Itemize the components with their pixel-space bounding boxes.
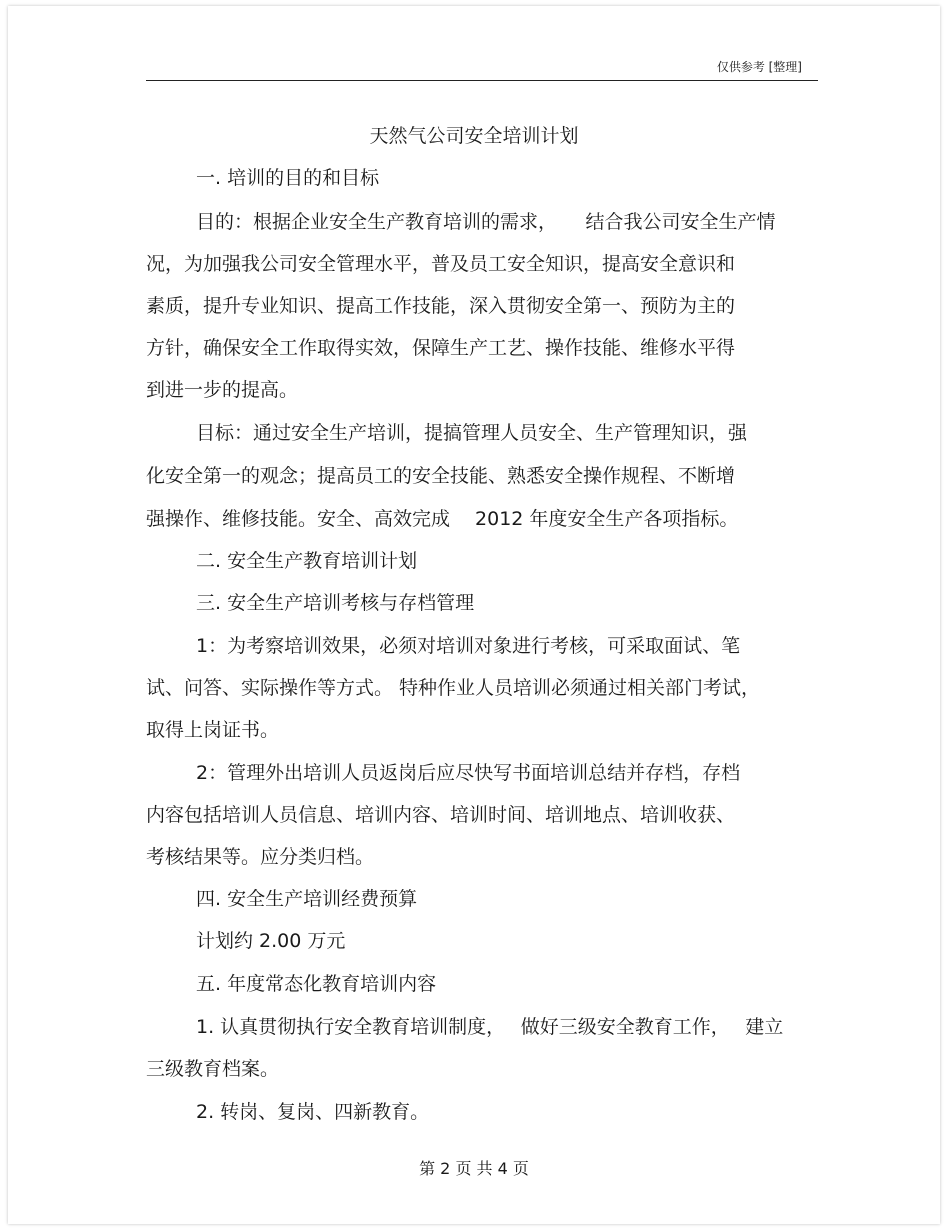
paragraph-line: 强操作、维修技能。安全、高效完成 2012 年度安全生产各项指标。 [146, 508, 739, 530]
paragraph-line: 1. 认真贯彻执行安全教育培训制度， 做好三级安全教育工作， 建立 [196, 1016, 784, 1038]
paragraph-line: 考核结果等。应分类归档。 [146, 846, 375, 868]
paragraph-line: 素质，提升专业知识、提高工作技能，深入贯彻安全第一、预防为主的 [146, 295, 736, 317]
header-note: 仅供参考 [整理] [716, 60, 802, 74]
paragraph-line: 1：为考察培训效果，必须对培训对象进行考核，可采取面试、笔 [196, 635, 741, 657]
paragraph-line: 三级教育档案。 [146, 1058, 280, 1080]
paragraph-line: 2：管理外出培训人员返岗后应尽快写书面培训总结并存档，存档 [196, 762, 741, 784]
header-divider [146, 80, 818, 81]
paragraph-line: 化安全第一的观念；提高员工的安全技能、熟悉安全操作规程、不断增 [146, 465, 736, 487]
paragraph-line: 目的：根据企业安全生产教育培训的需求， 结合我公司安全生产情 [196, 211, 776, 233]
paragraph-line: 试、问答、实际操作等方式。 特种作业人员培训必须通过相关部门考试， [146, 677, 761, 699]
paragraph-line: 方针，确保安全工作取得实效，保障生产工艺、操作技能、维修水平得 [146, 337, 736, 359]
section-heading: 二. 安全生产教育培训计划 [196, 550, 418, 572]
paragraph-line: 计划约 2.00 万元 [196, 930, 346, 952]
paragraph-line: 到进一步的提高。 [146, 379, 299, 401]
paragraph-line: 内容包括培训人员信息、培训内容、培训时间、培训地点、培训收获、 [146, 804, 736, 826]
paragraph-line: 目标：通过安全生产培训，提搞管理人员安全、生产管理知识，强 [196, 422, 748, 444]
paragraph-line: 2. 转岗、复岗、四新教育。 [196, 1101, 430, 1123]
paragraph-line: 况，为加强我公司安全管理水平，普及员工安全知识，提高安全意识和 [146, 253, 736, 275]
section-heading: 一. 培训的目的和目标 [196, 167, 380, 189]
section-heading: 五. 年度常态化教育培训内容 [196, 973, 437, 995]
document-title: 天然气公司安全培训计划 [369, 125, 579, 147]
section-heading: 四. 安全生产培训经费预算 [196, 888, 418, 910]
document-page [8, 6, 940, 1224]
section-heading: 三. 安全生产培训考核与存档管理 [196, 592, 475, 614]
paragraph-line: 取得上岗证书。 [146, 719, 280, 741]
page-footer: 第 2 页 共 4 页 [419, 1159, 529, 1178]
